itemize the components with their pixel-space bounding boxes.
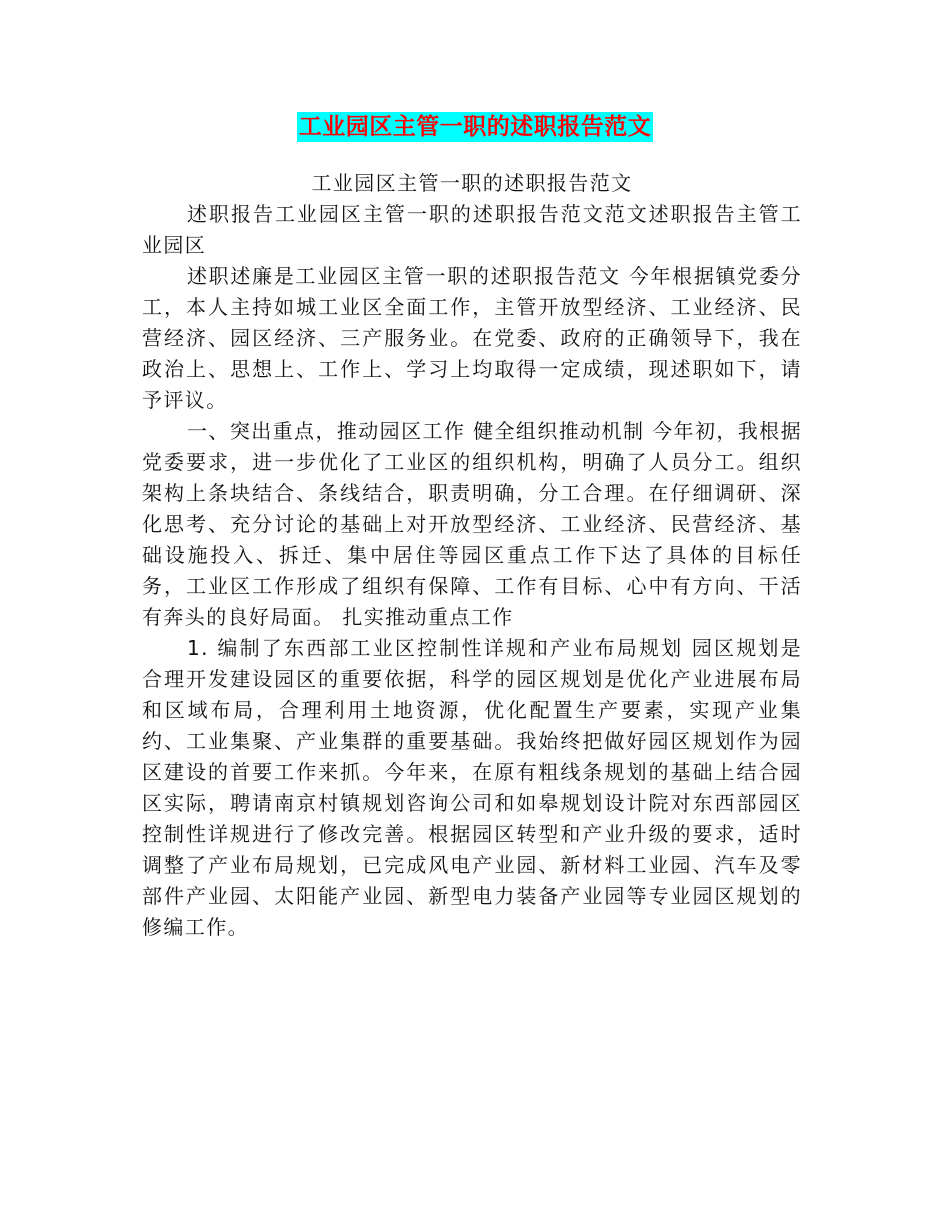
document-title: 工业园区主管一职的述职报告范文 [298,113,652,140]
document-body [142,168,802,943]
paragraph: 述职报告工业园区主管一职的述职报告范文范文述职报告主管工业园区 [142,202,802,257]
paragraph: 一、突出重点，推动园区工作 健全组织推动机制 今年初，我根据党委要求，进一步优化了工业区的组织机构，明确了人员分工。组织架构上条块结合、条线结合，职责明确，分工合理。在仔细调研、深化思考、充分讨论的基础上对开放型经济、工业经济、民营经济、基础设施投入、拆迁、集中居住等园区重点工作下达了具体的目标任务，工业区工作形成了组织有保障、工作有目标、心中有方向、干活有奔头的良好局面。 扎实推动重点工作 [142,419,802,629]
paragraph: 述职述廉是工业园区主管一职的述职报告范文 今年根据镇党委分工，本人主持如城工业区全面工作，主管开放型经济、工业经济、民营经济、园区经济、三产服务业。在党委、政府的正确领导下，我在政治上、思想上、工作上、学习上均取得一定成绩，现述职如下，请予评议。 [142,264,802,412]
paragraph: 1. 编制了东西部工业区控制性详规和产业布局规划 园区规划是合理开发建设园区的重要依据，科学的园区规划是优化产业进展布局和区域布局，合理利用土地资源，优化配置生产要素，实现产业集约、工业集聚、产业集群的重要基础。我始终把做好园区规划作为园区建设的首要工作来抓。今年来，在原有粗线条规划的基础上结合园区实际，聘请南京村镇规划咨询公司和如皋规划设计院对东西部园区控制性详规进行了修改完善。根据园区转型和产业升级的要求，适时调整了产业布局规划，已完成风电产业园、新材料工业园、汽车及零部件产业园、太阳能产业园、新型电力装备产业园等专业园区规划的修编工作。 [142,636,802,939]
title-wrapper [0,112,950,142]
document-subtitle: 工业园区主管一职的述职报告范文 [311,171,633,195]
